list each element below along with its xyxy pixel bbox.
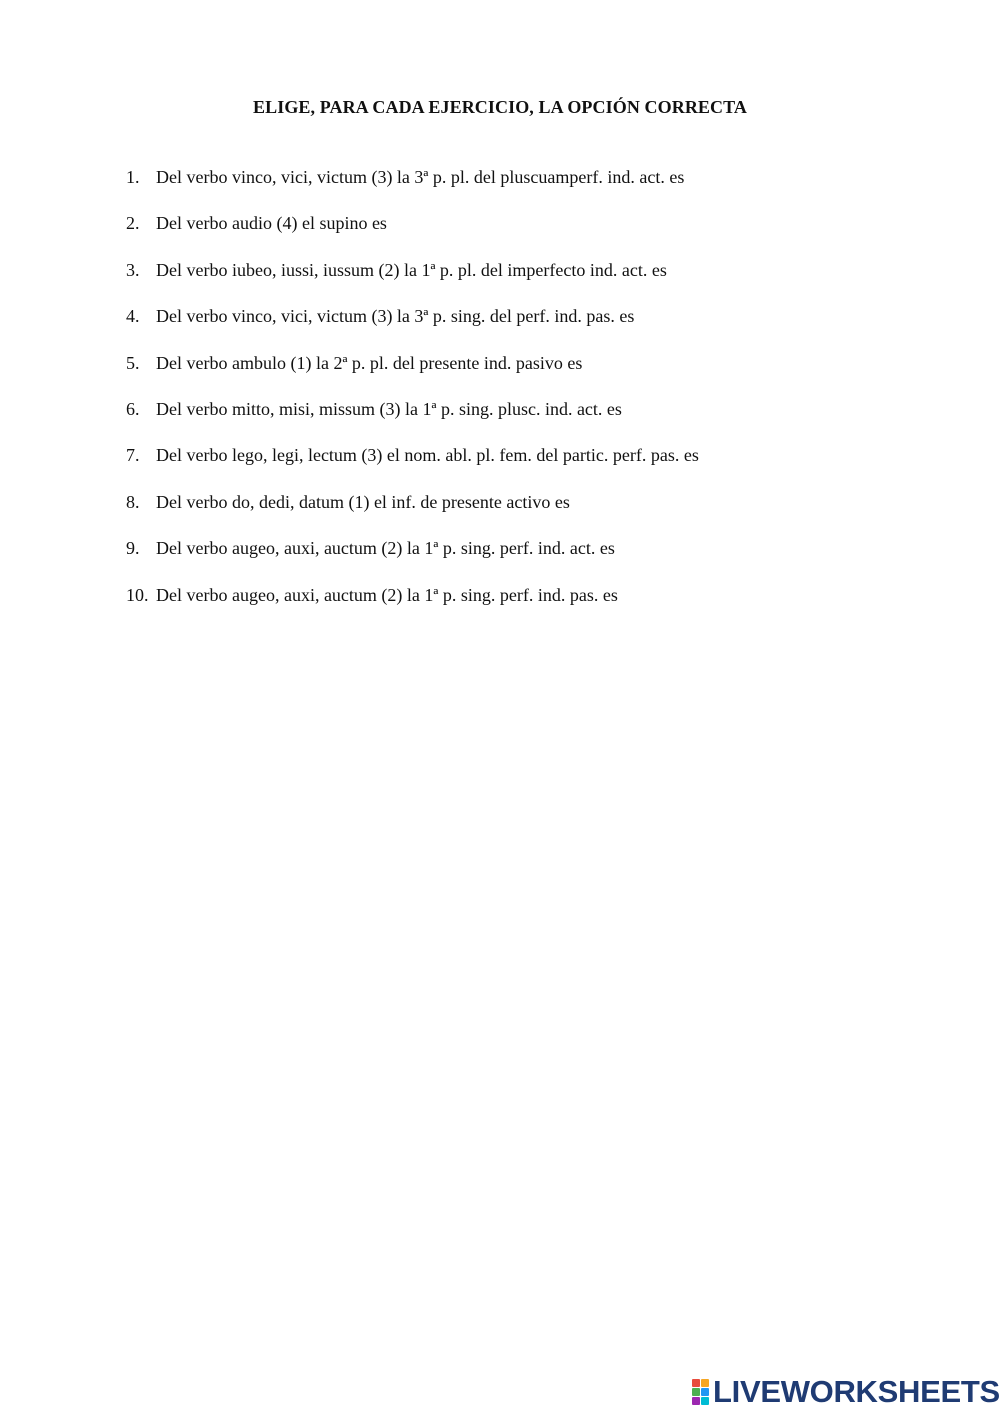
logo-text: LIVEWORKSHEETS: [713, 1374, 1000, 1409]
list-item: [126, 350, 699, 396]
item-text: Del verbo mitto, misi, missum (3) la 1ª p. sing. plusc. ind. act. es: [156, 398, 622, 419]
list-item: [126, 489, 699, 535]
item-number: 7.: [126, 445, 140, 466]
list-item: [126, 303, 699, 349]
list-item: [126, 396, 699, 442]
item-number: 8.: [126, 491, 140, 512]
list-item: [126, 210, 699, 256]
item-number: 2.: [126, 213, 140, 234]
item-number: 10.: [126, 584, 149, 605]
liveworksheets-logo: [692, 1374, 1000, 1410]
list-item: [126, 582, 699, 628]
item-number: 9.: [126, 538, 140, 559]
item-text: Del verbo vinco, vici, victum (3) la 3ª p. sing. del perf. ind. pas. es: [156, 306, 635, 327]
item-text: Del verbo do, dedi, datum (1) el inf. de presente activo es: [156, 491, 570, 512]
item-text: Del verbo augeo, auxi, auctum (2) la 1ª p. sing. perf. ind. pas. es: [156, 584, 618, 605]
item-text: Del verbo iubeo, iussi, iussum (2) la 1ª p. pl. del imperfecto ind. act. es: [156, 259, 667, 280]
list-item: [126, 257, 699, 303]
item-number: 5.: [126, 352, 140, 373]
list-item: [126, 442, 699, 488]
list-item: [126, 164, 699, 210]
item-text: Del verbo audio (4) el supino es: [156, 213, 387, 234]
item-number: 6.: [126, 398, 140, 419]
item-text: Del verbo ambulo (1) la 2ª p. pl. del presente ind. pasivo es: [156, 352, 583, 373]
item-number: 4.: [126, 306, 140, 327]
page-title: ELIGE, PARA CADA EJERCICIO, LA OPCIÓN CORRECTA: [253, 97, 747, 117]
item-text: Del verbo lego, legi, lectum (3) el nom. abl. pl. fem. del partic. perf. pas. es: [156, 445, 699, 466]
item-text: Del verbo augeo, auxi, auctum (2) la 1ª p. sing. perf. ind. act. es: [156, 538, 615, 559]
item-number: 3.: [126, 259, 140, 280]
logo-mark-icon: [692, 1379, 710, 1405]
item-number: 1.: [126, 167, 140, 187]
list-item: [126, 535, 699, 581]
exercise-list: [126, 164, 699, 628]
item-text: Del verbo vinco, vici, victum (3) la 3ª p. pl. del pluscuamperf. ind. act. es: [156, 167, 685, 187]
